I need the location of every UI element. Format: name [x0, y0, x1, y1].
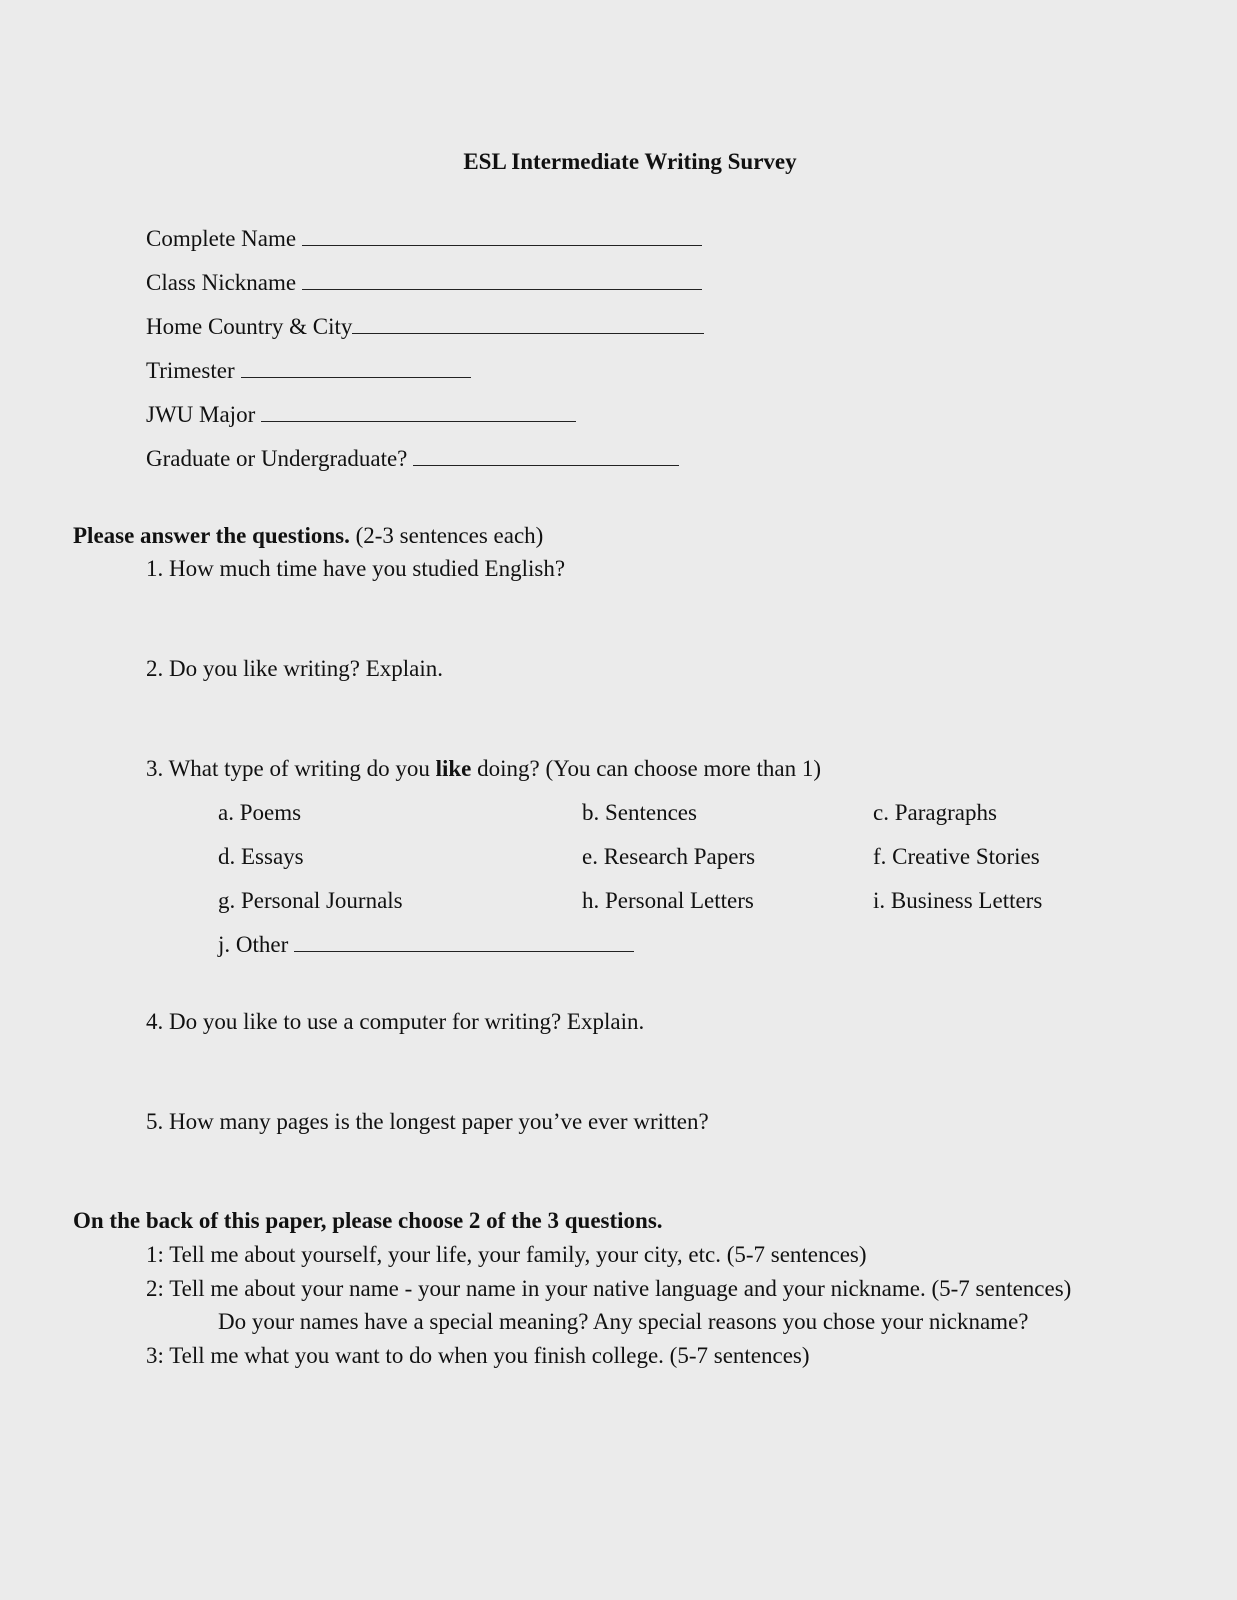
jwu-major-field — [146, 403, 576, 426]
field-label: Complete Name — [146, 226, 297, 251]
section1-heading-note: (2-3 sentences each) — [349, 523, 544, 548]
option-creative-stories[interactable]: f. Creative Stories — [873, 844, 1040, 869]
complete-name-blank[interactable] — [302, 227, 702, 246]
option-other — [218, 933, 634, 956]
field-label: JWU Major — [146, 402, 256, 427]
page-title: ESL Intermediate Writing Survey — [463, 149, 797, 174]
field-label: Class Nickname — [146, 270, 297, 295]
jwu-major-blank[interactable] — [261, 403, 576, 422]
question-3-pre: 3. What type of writing do you — [146, 756, 436, 781]
graduate-status-blank[interactable] — [413, 447, 679, 466]
class-nickname-field — [146, 271, 702, 294]
question-1: 1. How much time have you studied English? — [146, 556, 566, 581]
option-research-papers[interactable]: e. Research Papers — [582, 844, 756, 869]
field-label: Home Country & City — [146, 314, 353, 339]
question-2: 2. Do you like writing? Explain. — [146, 656, 444, 681]
option-personal-journals[interactable]: g. Personal Journals — [218, 888, 403, 913]
section2-heading: On the back of this paper, please choose 2 of the 3 questions. — [73, 1208, 663, 1233]
field-label: Graduate or Undergraduate? — [146, 446, 408, 471]
trimester-field — [146, 359, 471, 382]
option-sentences[interactable]: b. Sentences — [582, 800, 697, 825]
option-personal-letters[interactable]: h. Personal Letters — [582, 888, 754, 913]
back-prompt-2-continued: Do your names have a special meaning? Any special reasons you chose your nickname? — [218, 1309, 1029, 1334]
question-4: 4. Do you like to use a computer for writing? Explain. — [146, 1009, 645, 1034]
home-country-city-blank[interactable] — [352, 315, 704, 334]
option-business-letters[interactable]: i. Business Letters — [873, 888, 1043, 913]
question-3-bold: like — [435, 756, 472, 781]
option-poems[interactable]: a. Poems — [218, 800, 302, 825]
option-essays[interactable]: d. Essays — [218, 844, 304, 869]
section1-heading — [73, 524, 543, 547]
back-prompt-3: 3: Tell me what you want to do when you finish college. (5-7 sentences) — [146, 1343, 810, 1368]
option-paragraphs[interactable]: c. Paragraphs — [873, 800, 997, 825]
field-label: Trimester — [146, 358, 235, 383]
graduate-status-field — [146, 447, 679, 470]
question-3-post: doing? (You can choose more than 1) — [471, 756, 821, 781]
complete-name-field — [146, 227, 702, 250]
question-3 — [146, 757, 821, 780]
back-prompt-2: 2: Tell me about your name - your name in your native language and your nickname. (5-7 sentences) — [146, 1276, 1072, 1301]
question-5: 5. How many pages is the longest paper you’ve ever written? — [146, 1109, 709, 1134]
option-other-label[interactable]: j. Other — [218, 932, 289, 957]
trimester-blank[interactable] — [241, 359, 471, 378]
option-other-blank[interactable] — [294, 933, 634, 952]
section1-heading-bold: Please answer the questions. — [73, 523, 350, 548]
class-nickname-blank[interactable] — [302, 271, 702, 290]
back-prompt-1: 1: Tell me about yourself, your life, your family, your city, etc. (5-7 sentences) — [146, 1242, 867, 1267]
home-country-city-field — [146, 315, 704, 338]
